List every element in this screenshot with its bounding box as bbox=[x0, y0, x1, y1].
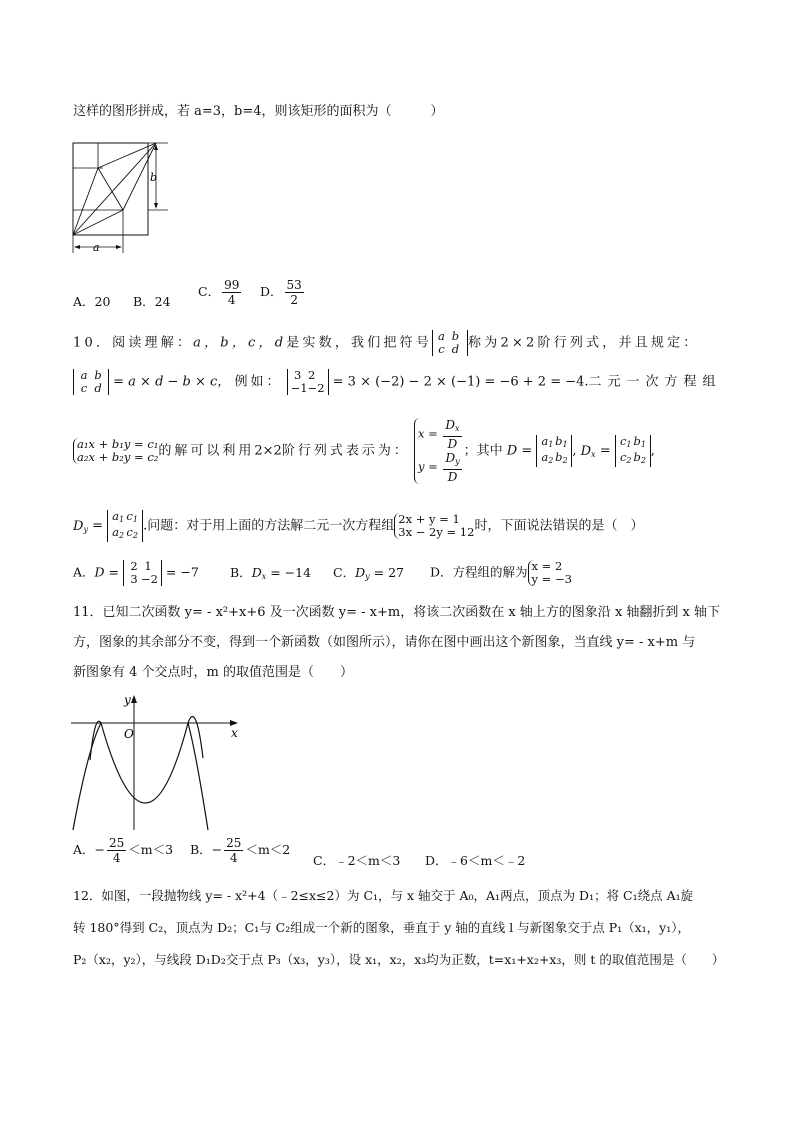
q11-origin-label: O bbox=[124, 727, 134, 741]
q9-option-b[interactable]: B．24 bbox=[133, 294, 171, 309]
q11-option-b[interactable]: B．− $\frac{25}{4}$ ＜m＜2 bbox=[190, 836, 291, 865]
q11-option-c[interactable]: C．﹣2＜m＜3 bbox=[313, 853, 401, 868]
q10-line2: a b c d = a × d − b × c， 例如： 3 2 −1−2 = 3 × (−2) − 2 × (−1) = −6 + 2 = −4.二元一次方程组 bbox=[73, 369, 722, 395]
q9-option-d[interactable]: D． $\frac{53}{2}$ bbox=[260, 278, 302, 307]
q11-line1: 11．已知二次函数 y= - x²+x+6 及一次函数 y= - x+m，将该二次函数在 x 轴上方的图象沿 x 轴翻折到 x 轴下 bbox=[73, 605, 720, 620]
q10-line3: a₁x + b₁y = c₁ a₂x + b₂y = c₂ 的解可以利用2×2阶行列式表示为： x = $\frac{D_x}{D}$ y = $\frac{D_y}{D}$ ；其中 D = $a_1$ $b_1$ $a_2$ $b_2$ , $D_x$ = $c_1$ $b_1$ $c_2$ $b_2$ , bbox=[73, 418, 655, 484]
q11-axis-x-label: x bbox=[231, 726, 238, 740]
q11-line3: 新图象有 4 个交点时，m 的取值范围是（ ） bbox=[73, 665, 353, 680]
q11-option-a[interactable]: A．− $\frac{25}{4}$ ＜m＜3 bbox=[73, 836, 174, 865]
q10-line1: 10．阅读理解：a，b，c，d是实数，我们把符号 a b c d 称为2×2阶行列式，并且规定： bbox=[73, 329, 700, 356]
q10-option-b[interactable]: B．$D_x = -14$ bbox=[230, 565, 312, 581]
q11-option-d[interactable]: D．﹣6＜m＜﹣2 bbox=[425, 853, 526, 868]
q10-option-d[interactable]: D．方程组的解为 x = 2 y = −3 bbox=[430, 559, 572, 586]
q9-option-a[interactable]: A．20 bbox=[73, 294, 111, 309]
q9-rectangle-figure bbox=[68, 138, 178, 258]
q9-stem: 这样的图形拼成，若 a=3，b=4，则该矩形的面积为（ ） bbox=[73, 104, 444, 119]
q10-option-a[interactable]: A．D = 2 1 3 −2 = −7 bbox=[73, 559, 199, 586]
q10-line4: $D_y$ = $a_1$ $c_1$ $a_2$ $c_2$ .问题：对于用上面的方法解二元一次方程组 2x + y = 1 3x − 2y = 12 时，下面说法错误的是（ ） bbox=[73, 509, 644, 540]
q12-line1: 12．如图，一段抛物线 y= - x²+4（﹣2≤x≤2）为 C₁，与 x 轴交于 A₀，A₁两点，顶点为 D₁；将 C₁绕点 A₁旋 bbox=[73, 888, 694, 903]
q9-label-b: b bbox=[150, 171, 158, 184]
q12-line2: 转 180°得到 C₂，顶点为 D₂；C₁与 C₂组成一个新的图象，垂直于 y 轴的直线 l 与新图象交于点 P₁（x₁，y₁）， bbox=[73, 920, 690, 935]
q10-option-c[interactable]: C．$D_y = 27$ bbox=[333, 565, 404, 581]
q11-line2: 方，图象的其余部分不变，得到一个新函数（如图所示），请你在图中画出这个新图象，当直线 y= - x+m 与 bbox=[73, 635, 696, 650]
q11-axis-y-label: y bbox=[124, 693, 131, 707]
q9-label-a: a bbox=[93, 241, 100, 254]
q11-graph bbox=[68, 688, 248, 833]
q12-line3: P₂（x₂，y₂），与线段 D₁D₂交于点 P₃（x₃，y₃），设 x₁，x₂，x₃均为正数，t=x₁+x₂+x₃，则 t 的取值范围是（ ） bbox=[73, 952, 725, 967]
q9-option-c[interactable]: C． $\frac{99}{4}$ bbox=[198, 278, 240, 307]
